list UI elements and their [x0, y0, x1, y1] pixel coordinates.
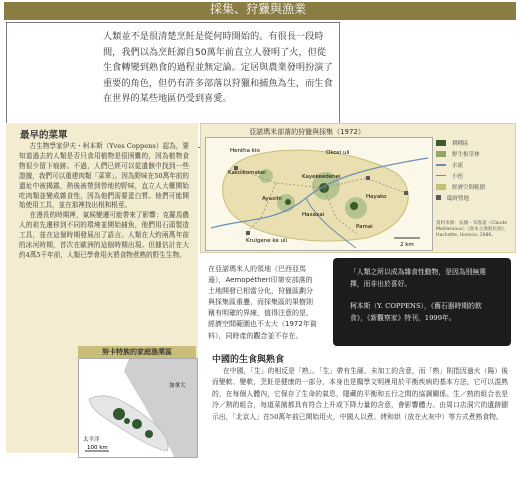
scale-label: 100 km	[87, 445, 108, 451]
place-label: Haxaxai	[302, 212, 325, 218]
legend-item	[436, 192, 510, 203]
country-label: 加拿大	[169, 383, 186, 389]
legend-swatch	[436, 175, 446, 176]
map-title: 亞諾瑪米部落的狩獵與採集（1972）	[249, 128, 365, 136]
camp-marker	[366, 176, 370, 180]
sidebar-paragraph: 古生物學家伊夫・柯本斯（Yves Coppens）認為，要知道過去的人類是否只食用植物是很困難的，因為植物食物很少留下痕跡。不過，人們已經可以從遺骸中找到一些證據，我們可以重建肉類「菜單」。因為野味在50萬年前的遺址中被揭露，熱後被帶到營地的野味，直立人大概開始吃肉類並變成雜食性，因為他們需要蛋白質。他們可能開始使用工具，並在那裡找出根和根莖。	[19, 142, 189, 210]
cultivated-shape	[350, 202, 358, 210]
fishing-zone	[145, 430, 153, 438]
legend-swatch	[436, 164, 446, 166]
fishing-zone	[113, 408, 125, 420]
place-label: Hayako	[366, 194, 387, 200]
legend-label: 耕種區	[452, 140, 469, 147]
legend-swatch	[436, 184, 446, 190]
legend-label: 經濟空間範圍	[452, 184, 486, 191]
sidebar-text	[19, 142, 189, 261]
legend-item	[436, 137, 510, 148]
legend-swatch	[436, 195, 441, 200]
place-label: Kayekeedenei	[302, 174, 341, 180]
legend-item	[436, 159, 510, 170]
legend-item	[436, 148, 510, 159]
place-label: Hentha kio	[230, 148, 260, 154]
section-title: 中國的生食與熟食	[212, 355, 285, 365]
ocean-label: 太平洋	[83, 437, 100, 443]
place-label: Krulgene ke uii	[246, 238, 288, 244]
sidebar-paragraph: 在漫長的時期裡，氣候變遷可能帶來了影響：克羅馬儂人的祖先遷移到不同的環境並開始捕魚，他們用石頭製造工具，並在這個時期發展出了語言。人類在大約兩萬年前的冰河時期，首次在歐洲的這個時期出現。但據估計在大約4萬5千年前，人類已學會用火將食物煮熟的野生生物。	[19, 211, 189, 259]
yanomami-map	[205, 137, 433, 251]
place-label: Okoxi uii	[326, 150, 350, 156]
cultivated-shape	[285, 199, 291, 205]
sidebar-title: 最早的菜單	[20, 130, 68, 141]
legend-label: 野生根莖林	[452, 151, 480, 158]
nootka-map-graphic	[79, 359, 197, 457]
section-text	[212, 366, 508, 423]
intro-text: 人類並不是很清楚烹飪是從何時開始的。有很長一段時間，我們以為烹飪源自50萬年前直立人發明了火，但從生食轉變到熟食的過程並無定論。定居與農業發明扮演了重要的角色，但仍有許多部落以狩獵和捕魚為生，而生食在世界的某些地區仍受到喜愛。	[103, 31, 333, 105]
page-title: 採集、狩獵與漁業	[209, 2, 306, 16]
place-label: Kakoikomakei	[228, 170, 266, 176]
quote-text: 「人類之所以成為雜食性動物，是因為別無選擇，而非出於喜好。	[350, 268, 486, 288]
place-label: Ayaxihi	[262, 196, 282, 202]
map-source: 資料來源：法國－布魯諾（Claude Meillassoux）《資本主義與民族》，Hachette, Unesco, 1986。	[436, 221, 509, 239]
map-caption: 在亞諾瑪米人的領地（巴西亞馬遜），Aemopétheri印第安部落的土地開發已相當分化，狩獵區劃分與採集區重疊，而採集區的果樹則稱有明確的界線，值得注意的是，經濟空間範圍也不太大（1972年資料），同時產的觀念並不存在。	[208, 265, 317, 340]
place-label: Pamai	[356, 224, 373, 230]
camp-marker	[246, 231, 250, 235]
legend-item	[436, 170, 510, 181]
legend-label: 臨時營地	[447, 195, 470, 202]
nootka-map	[78, 358, 198, 458]
quote-attribution: 柯本斯（Y. COPPENS），《舊石器時期的飲食》，《新觀察家》特刊，1999年。	[350, 302, 482, 322]
legend-label: 小徑	[452, 173, 464, 180]
camp-marker	[404, 191, 408, 195]
legend-item	[436, 181, 510, 192]
map-legend	[436, 137, 510, 203]
legend-swatch	[436, 140, 446, 146]
fishing-zone	[124, 418, 130, 424]
small-map-title: 努卡特族的家庭漁業區	[102, 348, 172, 356]
map-graphic	[206, 138, 432, 250]
section-paragraph: 在中國，「生」的相反是「熟」。「生」帶有生硬、未加工的含意，而「熟」則指因過火（陽）後而變軟、變軟，烹飪是健康的一部分，本身也是醫學文明裡用於平衡疾病的基本方法，它可以混熟的，在每個人體內，它保存了生命的氣息，隱藏的平衡和五行之間的協調關係。生／熟的組合也是冷／熱的組合，每道菜餚都具有符合上升或下降力量的含意，會影響體力。由周口店洞穴的遺跡顯示出，「北京人」在50萬年前已開始用火，中國人以煮、烤和烘（放在火灰中）等方式煮熟食物。	[212, 367, 508, 421]
fishing-zone	[132, 419, 142, 429]
legend-label: 水流	[452, 162, 464, 169]
scale-label: 2 km	[400, 242, 414, 248]
legend-swatch	[436, 151, 446, 157]
